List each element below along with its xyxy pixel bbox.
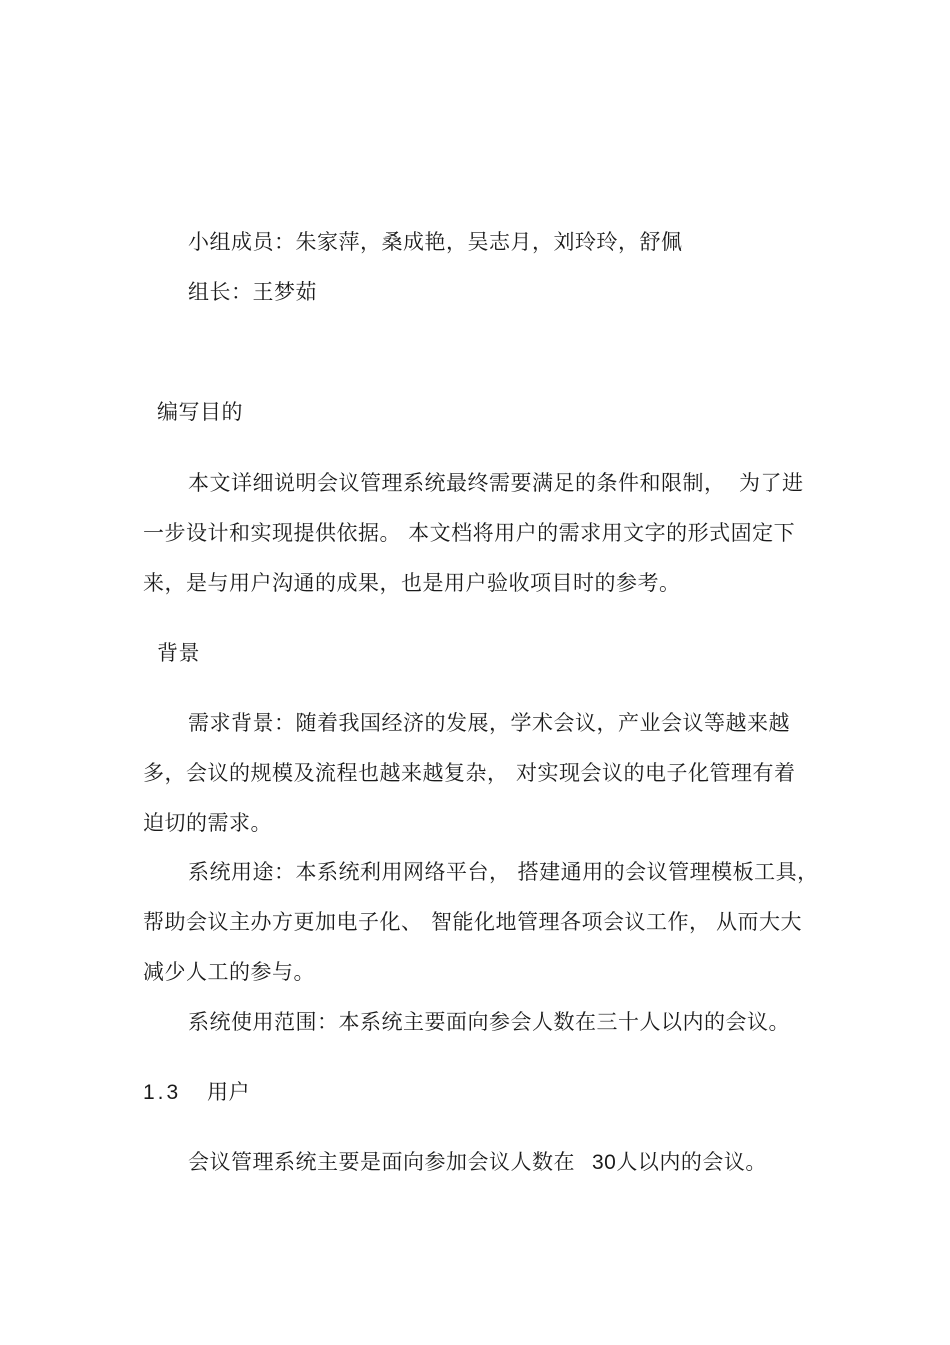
background-need-line: 迫切的需求。 [143,811,272,835]
purpose-paragraph-line-end: 为了进 [739,471,804,495]
background-use-line-end: 从而大大 [716,910,802,934]
section-heading-background: 背景 [157,641,200,665]
users-count-text: 30人以内的会议。 [592,1151,767,1174]
background-use-line: 系统用途：本系统利用网络平台， 搭建通用的会议管理模板工具， [188,860,819,884]
purpose-paragraph-line: 本文详细说明会议管理系统最终需要满足的条件和限制， [188,471,726,495]
section-number: 1.3 [143,1081,182,1104]
section-title: 用户 [207,1080,250,1104]
team-leader-line: 组长：王梦茹 [188,280,317,304]
background-scope-line: 系统使用范围：本系统主要面向参会人数在三十人以内的会议。 [188,1010,790,1034]
users-paragraph-line-end [592,1147,767,1178]
purpose-paragraph-line: 一步设计和实现提供依据。 本文档将用户的需求用文字的形式固定下 [143,521,796,545]
background-use-line-mid: 智能化地管理各项会议工作， [431,910,711,934]
team-members-line: 小组成员：朱家萍，桑成艳，吴志月，刘玲玲，舒佩 [188,230,683,254]
background-need-line-end: 对实现会议的电子化管理有着 [516,761,796,785]
background-need-line: 多，会议的规模及流程也越来越复杂， [143,761,509,785]
section-heading-purpose: 编写目的 [157,400,243,424]
section-heading-users [143,1077,250,1108]
background-use-line: 帮助会议主办方更加电子化、 [143,910,423,934]
purpose-paragraph-line: 来，是与用户沟通的成果，也是用户验收项目时的参考。 [143,571,681,595]
background-use-line: 减少人工的参与。 [143,960,315,984]
background-need-line: 需求背景：随着我国经济的发展，学术会议，产业会议等越来越 [188,711,790,735]
users-paragraph-line: 会议管理系统主要是面向参加会议人数在 [188,1150,575,1174]
